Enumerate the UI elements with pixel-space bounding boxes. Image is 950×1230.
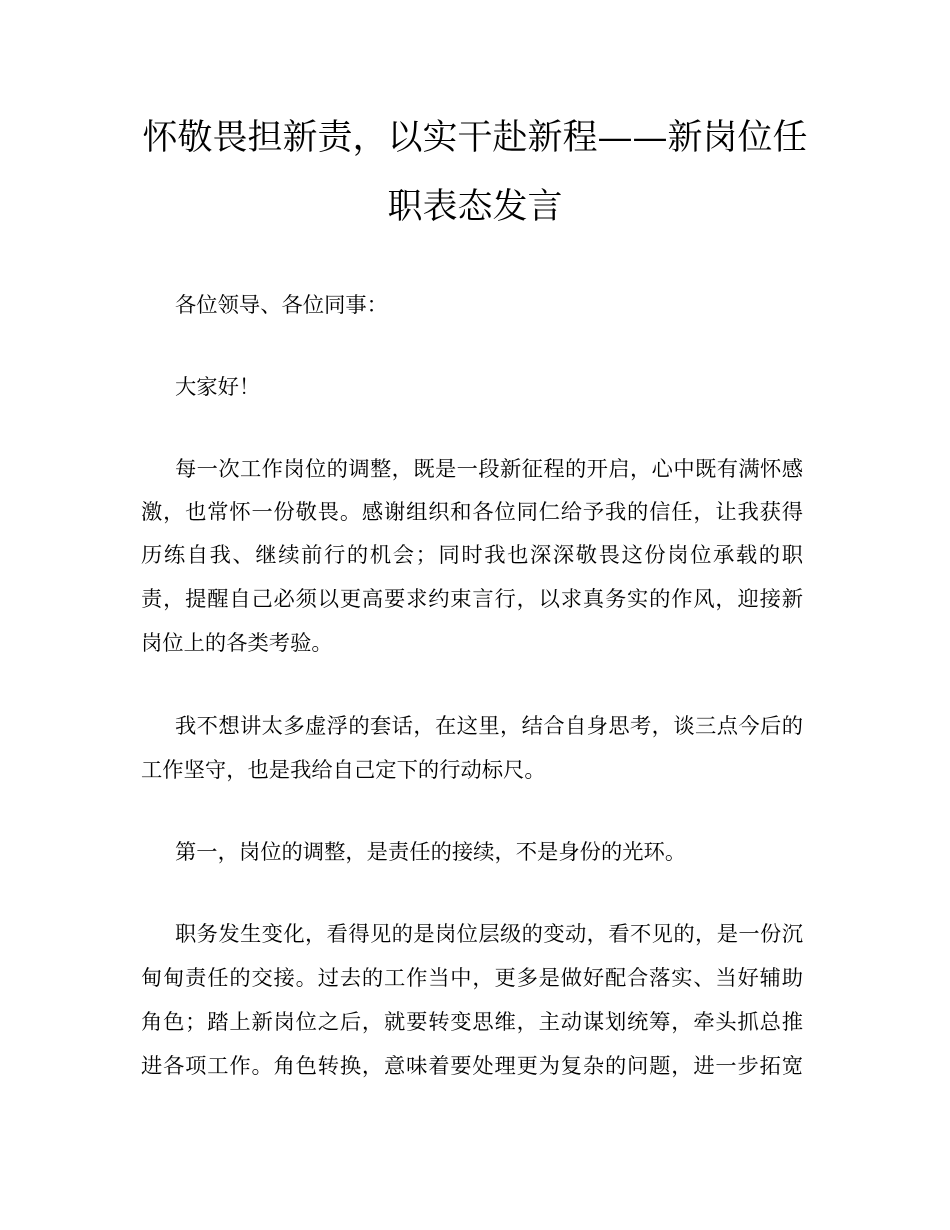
paragraph-1-line-3: 历练自我、继续前行的机会；同时我也深深敬畏这份岗位承载的职 <box>141 543 803 568</box>
paragraph-1-line-2: 激，也常怀一份敬畏。感谢组织和各位同仁给予我的信任，让我获得 <box>141 500 803 525</box>
greeting: 大家好！ <box>175 375 261 400</box>
salutation: 各位领导、各位同事： <box>175 293 388 318</box>
point-1-heading: 第一，岗位的调整，是责任的接续，不是身份的光环。 <box>175 840 687 865</box>
paragraph-2-line-1: 我不想讲太多虚浮的套话，在这里，结合自身思考，谈三点今后的 <box>175 714 803 739</box>
paragraph-3-line-2: 甸甸责任的交接。过去的工作当中，更多是做好配合落实、当好辅助 <box>141 966 803 991</box>
paragraph-3-line-3: 角色；踏上新岗位之后，就要转变思维，主动谋划统筹，牵头抓总推 <box>141 1010 803 1035</box>
document-title-line-1: 怀敬畏担新责，以实干赴新程——新岗位任 <box>142 118 808 158</box>
paragraph-1-line-4: 责，提醒自己必须以更高要求约束言行，以求真务实的作风，迎接新 <box>141 587 803 612</box>
paragraph-3-line-1: 职务发生变化，看得见的是岗位层级的变动，看不见的，是一份沉 <box>175 922 803 947</box>
paragraph-1-line-1: 每一次工作岗位的调整，既是一段新征程的开启，心中既有满怀感 <box>175 457 803 482</box>
document-title-line-2: 职表态发言 <box>387 187 563 227</box>
paragraph-2-line-2: 工作坚守，也是我给自己定下的行动标尺。 <box>141 758 546 783</box>
paragraph-1-line-5: 岗位上的各类考验。 <box>141 631 333 656</box>
paragraph-3-line-4: 进各项工作。角色转换，意味着要处理更为复杂的问题，进一步拓宽 <box>141 1054 803 1079</box>
